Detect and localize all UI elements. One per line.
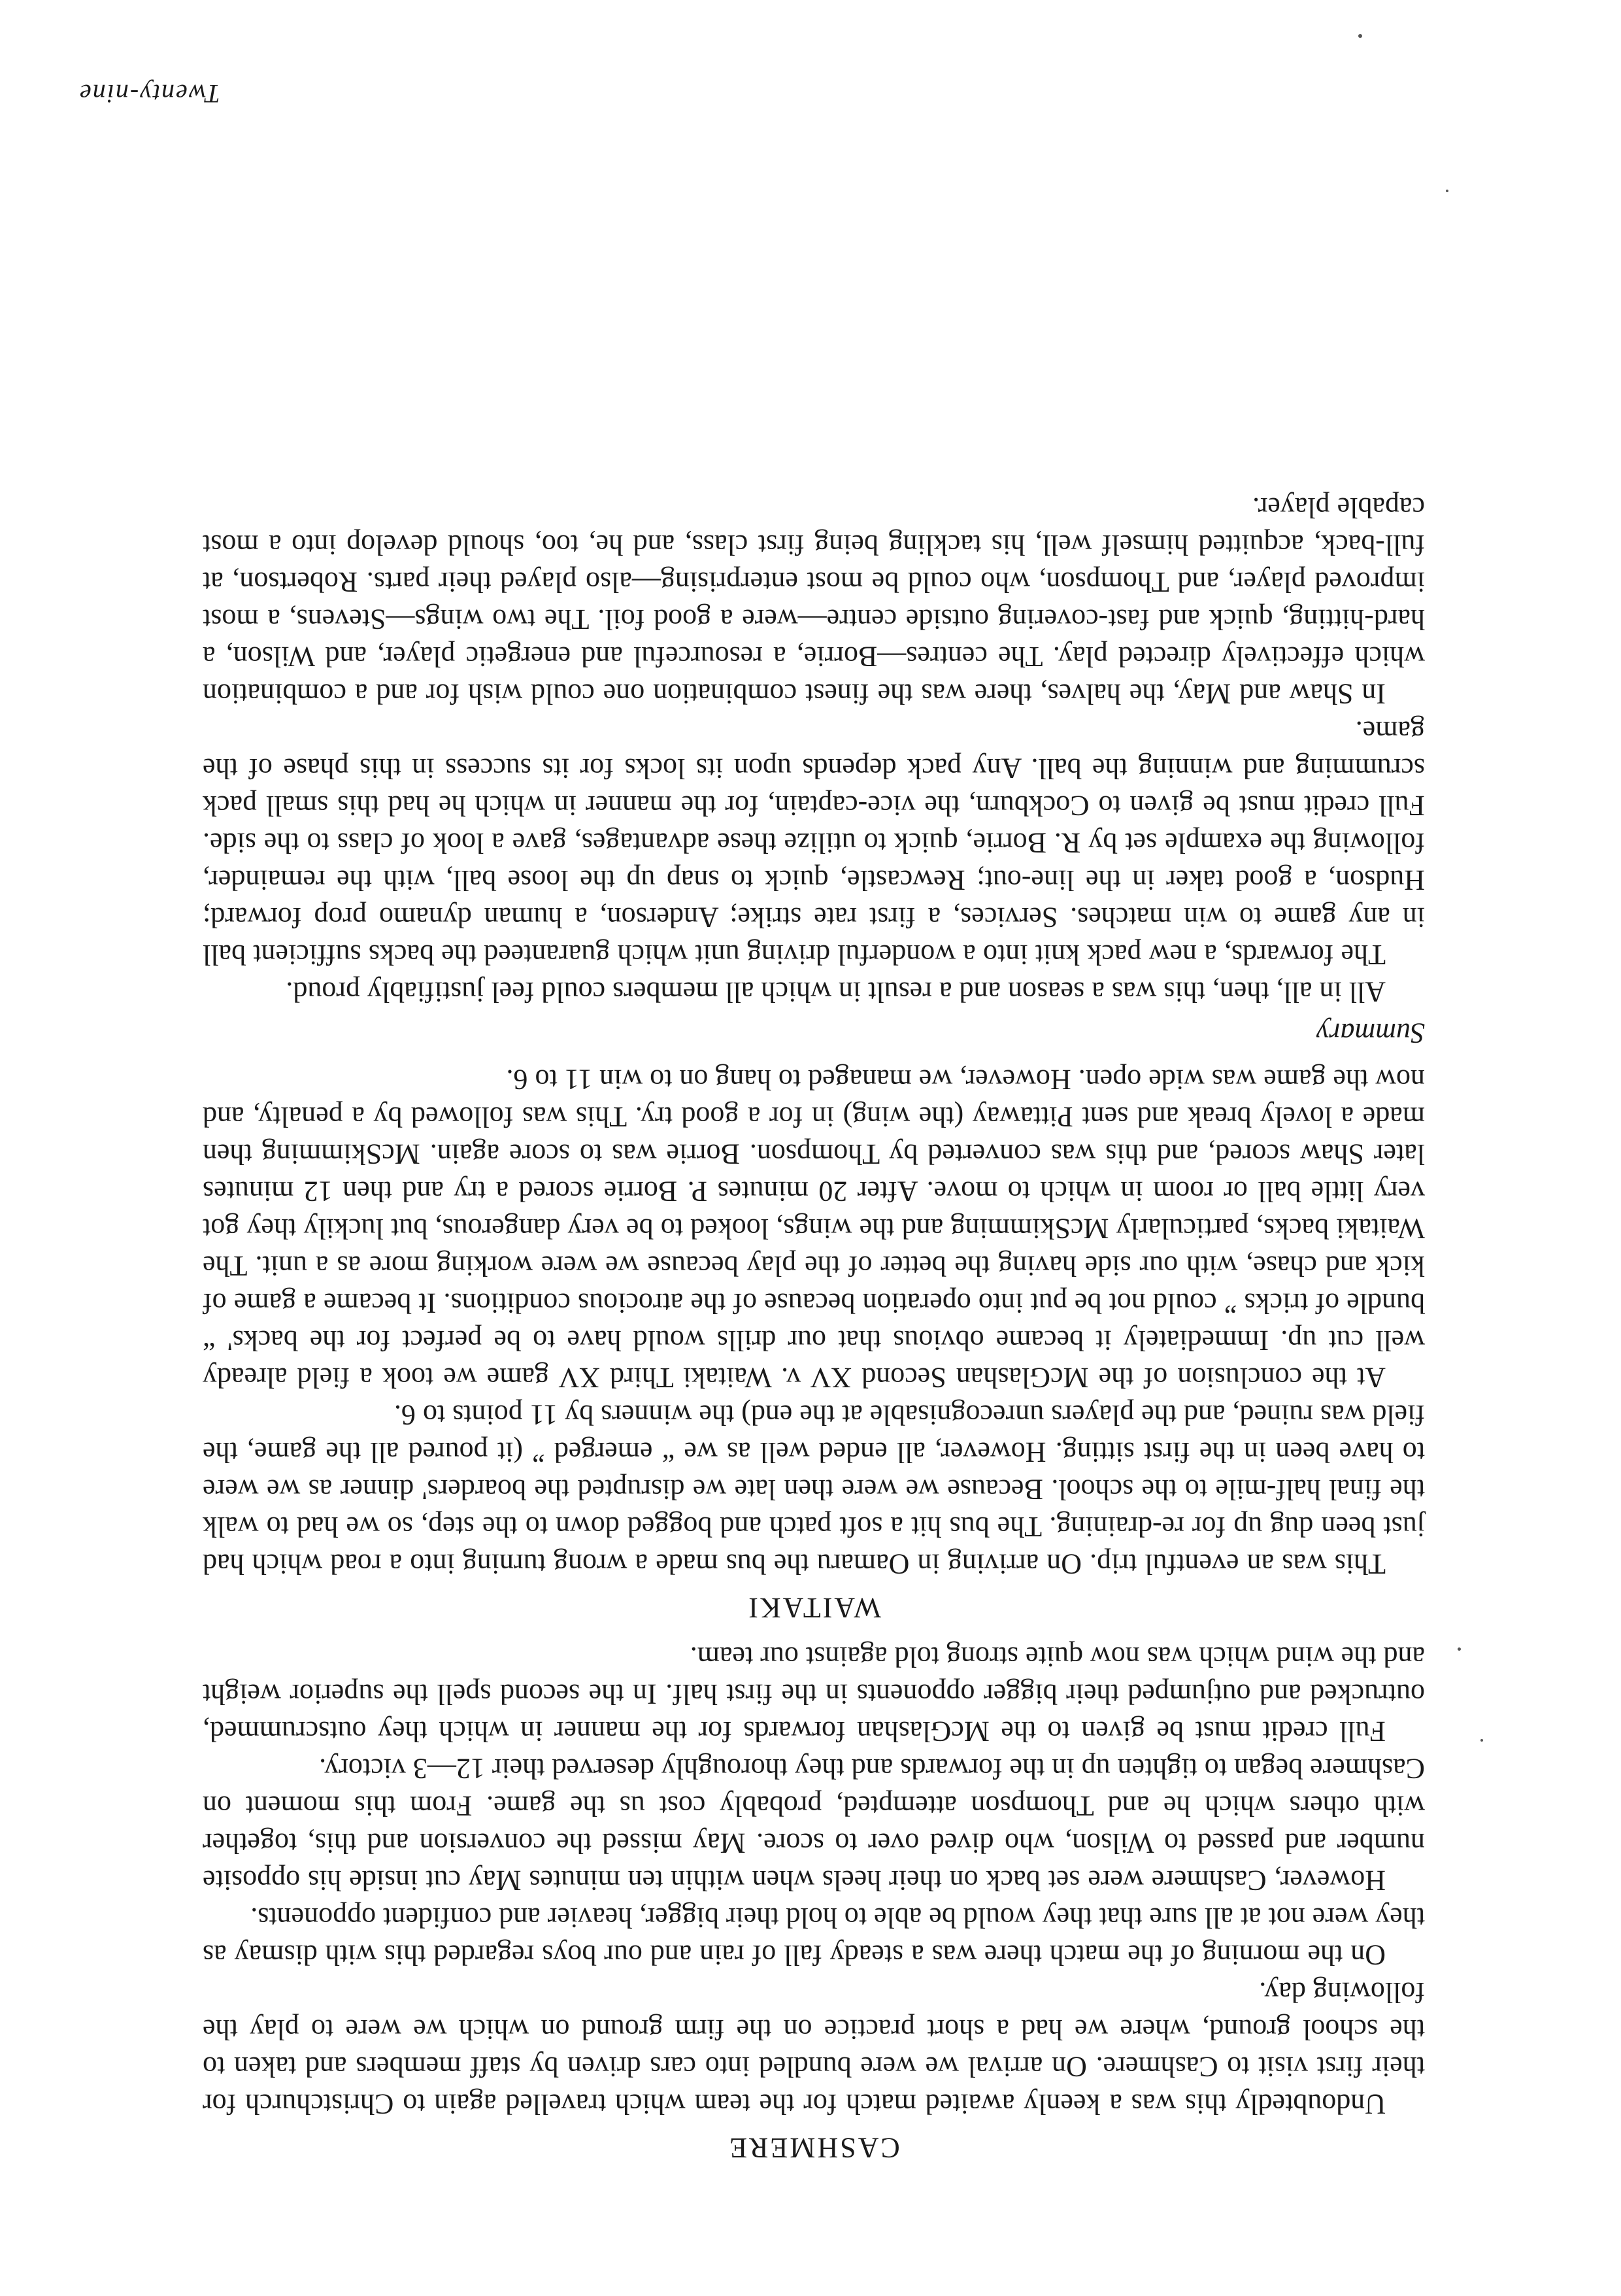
scan-speck (1458, 1647, 1461, 1651)
scan-speck (1358, 34, 1362, 38)
heading-waitaki: WAITAKI (746, 1592, 881, 1624)
page-number: Twenty-nine (78, 79, 220, 109)
heading-cashmere: CASHMERE (727, 2132, 900, 2164)
scan-speck (1480, 1739, 1483, 1742)
subheading-summary: Summary (1316, 1017, 1425, 1049)
paragraph: All in all, then, this was a season and a result in which all members could feel justifiably proud. (286, 976, 1386, 1008)
paragraph: At the conclusion of the McGlashan Second XV v. Waitaki Third XV game we took a field already well cut up. Immediately it became obvious that our drills would have to be perfect for the backs' “ bundle of tricks ” could not be put into operation because of the atrocious conditions. It became a game of kick and chase, with our side having the better of the play because we were working more as a unit. The Waitaki backs, particularly McSkimming and the wings, looked to be very dangerous, but luckily they got very little ball or room in which to move. After 20 minutes P. Borrie scored a try and then 12 minutes later Shaw scored, and this was converted by Thompson. Borrie was to score again. McSkimming then made a lovely break and sent Pittaway (the wing) in for a good try. This was followed by a penalty, and now the game was wide open. However, we managed to hang on to win 11 to 6. (203, 1064, 1425, 1394)
paragraph: Full credit must be given to the McGlashan forwards for the manner in which they outscrummed, outrucked and outjumped their bigger opponents in the first half. In the second spell the superior weight and the wind which was now quite strong told against our team. (203, 1641, 1425, 1747)
scan-speck (1446, 190, 1448, 192)
paragraph: However, Cashmere were set back on their heels when within ten minutes May cut inside his opposite number and passed to Wilson, who dived over to score. May missed the conversion and this, together with others which he and Thompson attempted, probably cost us the game. From this moment on Cashmere began to tighten up in the forwards and they thoroughly deserved their 12—3 victory. (203, 1753, 1425, 1897)
paragraph: On the morning of the match there was a steady fall of rain and our boys regarded this with dismay as they were not at all sure that they would be able to hold their bigger, heavier and confident opponents. (203, 1902, 1425, 1971)
paragraph: This was an eventful trip. On arriving in Oamaru the bus made a wrong turning into a road which had just been dug up for re-draining. The bus hit a soft patch and bogged down to the step, so we had to walk the final half-mile to the school. Because we were then late we disrupted the boarders' dinner as we were to have been in the first sitting. However, all ended well as we “ emerged ” (it poured all the game, the field was ruined, and the players unrecognisable at the end) the winners by 11 points to 6. (203, 1399, 1425, 1580)
paragraph: Undoubtedly this was a keenly awaited match for the team which travelled again to Christchurch for their first visit to Cashmere. On arrival we were bundled into cars driven by staff members and taken to the school ground, where we had a short practice on the firm ground on which we were to play the following day. (203, 1976, 1425, 2120)
paragraph: The forwards, a new pack knit into a wonderful driving unit which guaranteed the backs sufficient ball in any game to win matches. Services, a first rate strike; Anderson, a human dynamo prop forward; Hudson, a good taker in the line-out; Rewcastle, quick to snap up the loose ball, with the remainder, following the example set by R. Borrie, quick to utilize these advantages, gave a look of class to the side. Full credit must be given to Cockburn, the vice-captain, for the manner in which he had this small pack scrumming and winning the ball. Any pack depends upon its locks for its success in this phase of the game. (203, 715, 1425, 971)
text-block (203, 489, 1425, 2178)
paragraph: In Shaw and May, the halves, there was the finest combination one could wish for and a combination which effectively directed play. The centres—Borrie, a resourceful and energetic player, and Wilson, a hard-hitting, quick and fast-covering outside centre—were a good foil. The two wings—Stevens, a most improved player, and Thompson, who could be most enterprising—also played their parts. Robertson, at full-back, acquitted himself well, his tackling being first class, and he, too, should develop into a most capable player. (203, 492, 1425, 710)
